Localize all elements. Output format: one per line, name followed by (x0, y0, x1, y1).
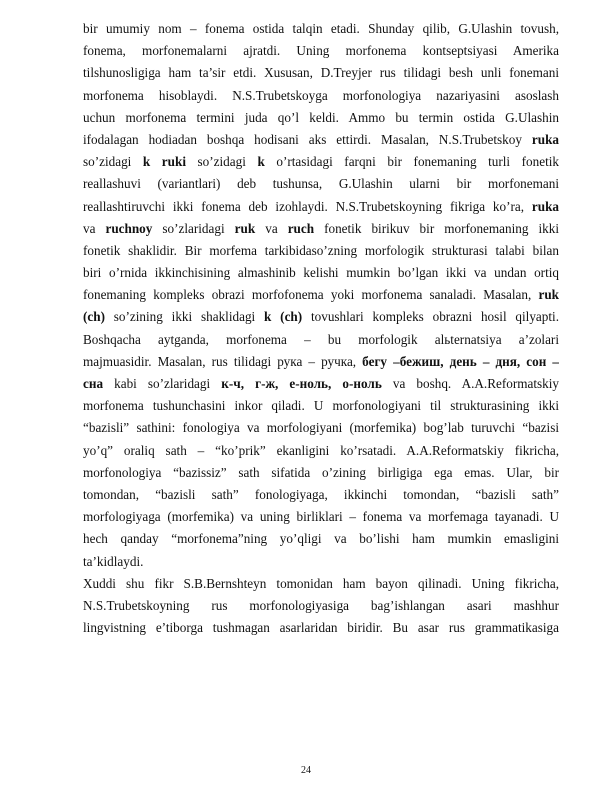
document-body (83, 18, 559, 639)
text-line: uchun morfonema termini juda qo’l keldi. Ammo bu termin ostida G.Ulashin (83, 109, 559, 125)
text-line: fonema, morfonemalarni ajratdi. Uning morfonema kontseptsiyasi Amerika (83, 43, 559, 59)
text-line: reallashuvi (variantlari) deb tushunsa, G.Ulashin ularni bir morfonemani (83, 176, 559, 192)
bold-term: k ruki (142, 154, 186, 170)
text-line: N.S.Trubetskoyning rus morfonologiyasiga bag’ishlangan asari mashhur (83, 597, 559, 613)
text-line: tilshunosligiga ham ta’sir etdi. Xususan, D.Treyjer rus tilidagi besh unli fonemani (83, 65, 559, 81)
bold-term: к-ч, г-ж, е-ноль, о-ноль (221, 376, 382, 391)
bold-term: ruka (531, 198, 559, 214)
text-line: biri o’rnida ikkinchisining almashinib kelishi mumkin bo’lgan ikki va undan ortiq (83, 265, 559, 281)
text-line: “bazisli” sathini: fonologiya va morfologiyani (morfemika) bog’lab turuvchi “bazisi (83, 420, 559, 436)
bold-term: k (ch) (264, 309, 303, 325)
text-line: morfonologiya “bazissiz” sath sifatida o’zining birligiga ega emas. Ular, bir (83, 464, 559, 480)
text-line: bir umumiy nom – fonema ostida talqin etadi. Shunday qilib, G.Ulashin tovush, (83, 21, 559, 36)
text-line: lingvistning e’tiborga tushmagan asarlaridan biridir. Bu asar rus grammatikasiga (83, 620, 559, 636)
bold-term: ruchnoy (105, 220, 153, 236)
page-number: 24 (301, 765, 311, 776)
text-line: morfonema hisoblaydi. N.S.Trubetskoyga morfonologiya nazariyasini asoslash (83, 87, 559, 103)
text-line: reallashtiruvchi ikki fonema deb izohlaydi. N.S.Trubetskoyning fikriga ko’ra, ruka (83, 198, 559, 214)
bold-term: ruk (234, 220, 256, 236)
bold-term: ruka (531, 131, 559, 147)
text-line: hech qanday “morfonema”ning yo’qligi va bo’lishi ham mumkin emasligini (83, 531, 559, 547)
bold-term: сна (83, 376, 104, 391)
text-line: majmuasidir. Masalan, rus tilidagi рука – ручка, бегу –бежиш, день – дня, сон – (83, 353, 559, 369)
bold-term: k (257, 154, 265, 170)
text-line: (ch) so’zining ikki shaklidagi k (ch) tovushlari kompleks obrazni hosil qilyapti. (83, 309, 559, 325)
text-line: fonemaning kompleks obrazi morfofonema yoki morfonema sanaladi. Masalan, ruk (83, 287, 559, 303)
text-line: morfonema tushunchasini inkor qiladi. U morfonologiyani til strukturasining ikki (83, 398, 559, 414)
text-line: ifodalagan hodiadan boshqa hodisani aks ettirdi. Masalan, N.S.Trubetskoy ruka (83, 131, 559, 147)
bold-term: ruk (538, 287, 559, 303)
text-line: fonetik shaklidir. Bir morfema tarkibidaso’zning morfologik strukturasi talabi bilan (83, 242, 559, 258)
text-line: so’zidagi k ruki so’zidagi k o’rtasidagi farqni bir fonemaning turli fonetik (83, 154, 559, 170)
text-line: morfologiyaga (morfemika) va uning birliklari – fonema va morfemaga tayanadi. U (83, 509, 559, 525)
text-line: ta’kidlaydi. (83, 553, 144, 569)
text-line: Xuddi shu fikr S.B.Bernshteyn tomonidan ham bayon qilinadi. Uning fikricha, (83, 575, 559, 591)
text-line: Boshqacha aytganda, morfonema – bu morfologik alьternatsiya a’zolari (83, 331, 559, 347)
text-line: tomondan, “bazisli sath” fonologiyaga, ikkinchi tomondan, “bazisli sath” (83, 486, 559, 502)
bold-term: (ch) (83, 309, 105, 325)
bold-term: ruch (287, 220, 315, 236)
text-line: va ruchnoy so’zlaridagi ruk va ruch fonetik birikuv bir morfonemaning ikki (83, 220, 559, 236)
text-line: yo’q” oraliq sath – “ko’prik” ekanligini ko’rsatadi. A.A.Reformatskiy fikricha, (83, 442, 559, 458)
bold-term: бегу –бежиш, день – дня, сон – (362, 353, 559, 369)
text-line: сна kabi so’zlaridagi к-ч, г-ж, е-ноль, о-ноль va boshq. A.A.Reformatskiy (83, 376, 559, 391)
